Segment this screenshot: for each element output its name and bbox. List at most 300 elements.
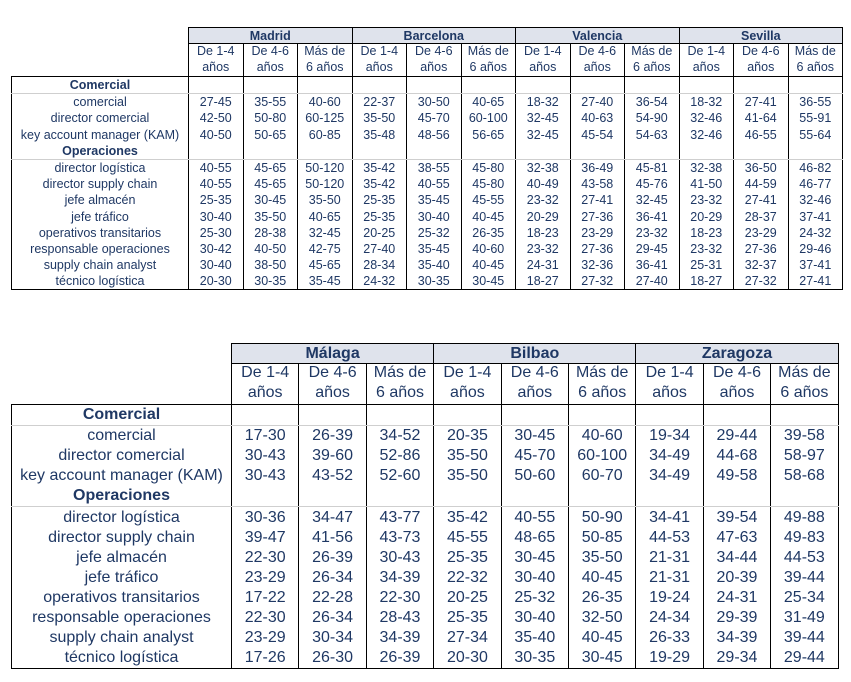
- salary-cell: [366, 486, 433, 507]
- salary-cell: 30-34: [299, 628, 366, 648]
- salary-cell: 27-36: [734, 241, 789, 257]
- years-header-cell: años: [734, 60, 789, 77]
- salary-cell: 34-39: [366, 628, 433, 648]
- salary-cell: 55-91: [788, 110, 843, 126]
- salary-cell: [568, 405, 635, 426]
- salary-cell: 20-30: [434, 648, 501, 669]
- salary-cell: 28-34: [352, 257, 407, 273]
- table-row: [12, 241, 843, 257]
- salary-cell: 48-56: [407, 127, 462, 143]
- salary-cell: 25-30: [189, 225, 244, 241]
- salary-cell: 43-77: [366, 507, 433, 528]
- group-label: Comercial: [12, 77, 189, 94]
- table-row: [12, 127, 843, 143]
- table-row: [12, 94, 843, 111]
- salary-cell: 41-50: [679, 176, 734, 192]
- role-label: jefe almacén: [12, 548, 232, 568]
- salary-cell: 40-63: [570, 110, 625, 126]
- salary-cell: 44-59: [734, 176, 789, 192]
- years-header-cell: 6 años: [788, 60, 843, 77]
- salary-cell: [434, 486, 501, 507]
- years-header-cell: años: [501, 384, 568, 405]
- salary-cell: 22-32: [434, 568, 501, 588]
- years-header-cell: 6 años: [461, 60, 516, 77]
- salary-cell: 35-50: [352, 110, 407, 126]
- role-label: director comercial: [12, 110, 189, 126]
- salary-cell: 45-54: [570, 127, 625, 143]
- salary-cell: 36-41: [625, 257, 680, 273]
- salary-cell: 58-97: [771, 446, 838, 466]
- salary-cell: [679, 77, 734, 94]
- table-row: [12, 628, 839, 648]
- salary-cell: 27-41: [734, 192, 789, 208]
- salary-cell: 40-49: [516, 176, 571, 192]
- corner-blank: [12, 60, 189, 77]
- salary-cell: [501, 486, 568, 507]
- table-row: [12, 192, 843, 208]
- salary-cell: [568, 486, 635, 507]
- salary-cell: 30-40: [501, 568, 568, 588]
- salary-cell: 20-35: [434, 426, 501, 447]
- salary-cell: 20-25: [352, 225, 407, 241]
- salary-cell: [407, 143, 462, 160]
- salary-cell: [516, 77, 571, 94]
- group-row: [12, 486, 839, 507]
- table-row: [12, 466, 839, 486]
- salary-cell: 23-29: [734, 225, 789, 241]
- salary-cell: 25-35: [352, 192, 407, 208]
- salary-cell: 45-70: [407, 110, 462, 126]
- corner-blank: [12, 384, 232, 405]
- salary-cell: 27-34: [434, 628, 501, 648]
- salary-cell: 39-44: [771, 628, 838, 648]
- corner-blank: [12, 344, 232, 364]
- years-header-cell: años: [189, 60, 244, 77]
- corner-blank: [12, 364, 232, 385]
- salary-cell: 30-43: [366, 548, 433, 568]
- salary-cell: 35-50: [434, 466, 501, 486]
- years-header-cell: Más de: [366, 364, 433, 385]
- salary-cell: [788, 143, 843, 160]
- salary-cell: 17-26: [232, 648, 299, 669]
- salary-cell: [189, 77, 244, 94]
- salary-cell: 32-38: [516, 159, 571, 176]
- salary-cell: 42-50: [189, 110, 244, 126]
- years-header-cell: 6 años: [298, 60, 353, 77]
- role-label: jefe tráfico: [12, 568, 232, 588]
- role-label: jefe tráfico: [12, 209, 189, 225]
- salary-cell: 60-100: [568, 446, 635, 466]
- salary-cell: 29-44: [771, 648, 838, 669]
- salary-cell: [189, 143, 244, 160]
- years-header-cell: De 1-4: [516, 44, 571, 61]
- years-header-cell: Más de: [298, 44, 353, 61]
- salary-cell: [232, 405, 299, 426]
- salary-cell: [703, 486, 770, 507]
- salary-cell: 36-55: [788, 94, 843, 111]
- years-header-cell: De 4-6: [570, 44, 625, 61]
- salary-cell: 29-39: [703, 608, 770, 628]
- salary-cell: 27-32: [734, 273, 789, 290]
- salary-cell: 17-22: [232, 588, 299, 608]
- table-row: [12, 528, 839, 548]
- table-row: [12, 257, 843, 273]
- salary-cell: 35-42: [352, 176, 407, 192]
- salary-cell: 54-63: [625, 127, 680, 143]
- salary-cell: 34-39: [703, 628, 770, 648]
- years-header-cell: años: [434, 384, 501, 405]
- salary-cell: 38-55: [407, 159, 462, 176]
- salary-cell: 30-43: [232, 446, 299, 466]
- salary-cell: 20-29: [516, 209, 571, 225]
- salary-cell: 34-39: [366, 568, 433, 588]
- years-header-cell: años: [232, 384, 299, 405]
- salary-cell: 30-35: [501, 648, 568, 669]
- salary-cell: 58-68: [771, 466, 838, 486]
- salary-cell: 32-45: [516, 127, 571, 143]
- salary-cell: 48-65: [501, 528, 568, 548]
- salary-cell: 40-50: [243, 241, 298, 257]
- role-label: supply chain analyst: [12, 257, 189, 273]
- table-row: [12, 648, 839, 669]
- role-label: director logística: [12, 507, 232, 528]
- table-row: [12, 426, 839, 447]
- salary-cell: 50-90: [568, 507, 635, 528]
- salary-cell: 42-75: [298, 241, 353, 257]
- salary-cell: 54-90: [625, 110, 680, 126]
- salary-cell: 26-34: [299, 608, 366, 628]
- salary-cell: 50-120: [298, 176, 353, 192]
- salary-cell: 27-36: [570, 241, 625, 257]
- salary-cell: 30-42: [189, 241, 244, 257]
- years-header-cell: años: [243, 60, 298, 77]
- salary-cell: 52-60: [366, 466, 433, 486]
- salary-cell: 32-45: [625, 192, 680, 208]
- salary-cell: 34-49: [636, 466, 703, 486]
- salary-cell: [501, 405, 568, 426]
- table-row: [12, 159, 843, 176]
- salary-cell: 50-80: [243, 110, 298, 126]
- salary-cell: 28-37: [734, 209, 789, 225]
- years-header-cell: 6 años: [366, 384, 433, 405]
- table-row: [12, 446, 839, 466]
- salary-cell: 46-77: [788, 176, 843, 192]
- salary-cell: 30-40: [189, 257, 244, 273]
- salary-cell: 23-29: [232, 568, 299, 588]
- salary-cell: 40-65: [461, 94, 516, 111]
- salary-cell: 23-32: [516, 241, 571, 257]
- role-label: director supply chain: [12, 528, 232, 548]
- table-row: [12, 110, 843, 126]
- salary-cell: 22-28: [299, 588, 366, 608]
- salary-cell: 19-24: [636, 588, 703, 608]
- years-header-cell: Más de: [788, 44, 843, 61]
- city-header: Málaga: [232, 344, 434, 364]
- salary-cell: [232, 486, 299, 507]
- salary-cell: 40-65: [298, 209, 353, 225]
- role-label: director comercial: [12, 446, 232, 466]
- salary-cell: [636, 405, 703, 426]
- salary-cell: 23-32: [679, 192, 734, 208]
- salary-cell: [636, 486, 703, 507]
- salary-cell: 27-40: [625, 273, 680, 290]
- years-header-cell: De 4-6: [243, 44, 298, 61]
- salary-cell: 35-40: [407, 257, 462, 273]
- salary-cell: 49-88: [771, 507, 838, 528]
- years-header-cell: 6 años: [568, 384, 635, 405]
- salary-cell: 50-65: [243, 127, 298, 143]
- salary-cell: 27-36: [570, 209, 625, 225]
- salary-cell: 31-49: [771, 608, 838, 628]
- role-label: responsable operaciones: [12, 608, 232, 628]
- salary-cell: 32-37: [734, 257, 789, 273]
- salary-cell: [299, 486, 366, 507]
- salary-cell: 25-32: [501, 588, 568, 608]
- salary-cell: 29-46: [788, 241, 843, 257]
- salary-table-1: [11, 27, 843, 290]
- role-label: operativos transitarios: [12, 225, 189, 241]
- salary-cell: 20-30: [189, 273, 244, 290]
- role-label: responsable operaciones: [12, 241, 189, 257]
- role-label: técnico logística: [12, 273, 189, 290]
- salary-cell: 45-55: [434, 528, 501, 548]
- years-header-cell: años: [703, 384, 770, 405]
- salary-cell: 40-55: [407, 176, 462, 192]
- salary-cell: 30-45: [568, 648, 635, 669]
- role-label: técnico logística: [12, 648, 232, 669]
- salary-cell: [771, 486, 838, 507]
- salary-cell: 32-36: [570, 257, 625, 273]
- salary-cell: 45-80: [461, 159, 516, 176]
- salary-cell: 39-58: [771, 426, 838, 447]
- salary-cell: 22-30: [366, 588, 433, 608]
- salary-cell: 36-41: [625, 209, 680, 225]
- salary-cell: 25-31: [679, 257, 734, 273]
- salary-cell: 49-83: [771, 528, 838, 548]
- salary-cell: 27-41: [734, 94, 789, 111]
- salary-cell: 45-76: [625, 176, 680, 192]
- salary-cell: 30-36: [232, 507, 299, 528]
- salary-cell: 26-35: [568, 588, 635, 608]
- salary-cell: 49-58: [703, 466, 770, 486]
- salary-cell: 20-39: [703, 568, 770, 588]
- salary-cell: 43-52: [299, 466, 366, 486]
- city-header-row: [12, 344, 839, 364]
- salary-cell: 30-45: [501, 426, 568, 447]
- city-header: Madrid: [189, 28, 353, 44]
- city-header: Bilbao: [434, 344, 636, 364]
- salary-cell: 45-70: [501, 446, 568, 466]
- salary-cell: 23-29: [570, 225, 625, 241]
- years-header-cell: De 1-4: [636, 364, 703, 385]
- salary-cell: 23-32: [625, 225, 680, 241]
- salary-cell: 50-85: [568, 528, 635, 548]
- salary-cell: 20-29: [679, 209, 734, 225]
- years-header-cell: De 1-4: [189, 44, 244, 61]
- salary-cell: 32-46: [788, 192, 843, 208]
- years-header-cell: Más de: [461, 44, 516, 61]
- years-header-cell: años: [570, 60, 625, 77]
- salary-cell: 32-46: [679, 127, 734, 143]
- salary-cell: 26-39: [299, 426, 366, 447]
- salary-cell: 41-56: [299, 528, 366, 548]
- salary-cell: 45-65: [298, 257, 353, 273]
- salary-cell: 35-50: [243, 209, 298, 225]
- salary-cell: 40-60: [568, 426, 635, 447]
- salary-cell: 41-64: [734, 110, 789, 126]
- salary-cell: 23-32: [679, 241, 734, 257]
- salary-cell: 44-68: [703, 446, 770, 466]
- salary-cell: 32-46: [679, 110, 734, 126]
- salary-cell: 30-45: [243, 192, 298, 208]
- salary-cell: 21-31: [636, 568, 703, 588]
- salary-cell: 45-81: [625, 159, 680, 176]
- salary-cell: 30-35: [243, 273, 298, 290]
- salary-cell: 30-43: [232, 466, 299, 486]
- salary-cell: [788, 77, 843, 94]
- salary-table-2: [11, 343, 839, 669]
- salary-cell: 46-55: [734, 127, 789, 143]
- salary-cell: 24-32: [788, 225, 843, 241]
- salary-cell: [298, 77, 353, 94]
- salary-cell: 40-50: [189, 127, 244, 143]
- salary-cell: [243, 77, 298, 94]
- salary-cell: 35-50: [298, 192, 353, 208]
- group-label: Operaciones: [12, 486, 232, 507]
- salary-cell: 27-40: [570, 94, 625, 111]
- salary-cell: 29-34: [703, 648, 770, 669]
- salary-cell: [570, 143, 625, 160]
- salary-cell: [734, 77, 789, 94]
- salary-cell: 46-82: [788, 159, 843, 176]
- table-row: [12, 608, 839, 628]
- salary-cell: 18-32: [516, 94, 571, 111]
- salary-cell: 34-41: [636, 507, 703, 528]
- salary-cell: 36-54: [625, 94, 680, 111]
- salary-cell: 40-60: [298, 94, 353, 111]
- salary-cell: 40-55: [189, 159, 244, 176]
- salary-cell: 40-60: [461, 241, 516, 257]
- salary-cell: 25-35: [352, 209, 407, 225]
- salary-cell: 39-60: [299, 446, 366, 466]
- salary-cell: 60-70: [568, 466, 635, 486]
- salary-cell: 43-73: [366, 528, 433, 548]
- group-label: Operaciones: [12, 143, 189, 160]
- salary-cell: 24-31: [516, 257, 571, 273]
- salary-cell: 45-65: [243, 176, 298, 192]
- salary-cell: 28-43: [366, 608, 433, 628]
- salary-cell: 35-55: [243, 94, 298, 111]
- salary-cell: 60-100: [461, 110, 516, 126]
- salary-cell: 26-30: [299, 648, 366, 669]
- salary-cell: 34-47: [299, 507, 366, 528]
- salary-cell: [366, 405, 433, 426]
- salary-cell: 30-40: [407, 209, 462, 225]
- salary-cell: [625, 77, 680, 94]
- salary-cell: 28-38: [243, 225, 298, 241]
- salary-cell: 43-58: [570, 176, 625, 192]
- salary-cell: 50-60: [501, 466, 568, 486]
- years-header-row: [12, 364, 839, 385]
- salary-cell: 22-30: [232, 608, 299, 628]
- salary-cell: 40-55: [189, 176, 244, 192]
- role-label: operativos transitarios: [12, 588, 232, 608]
- salary-cell: 30-40: [189, 209, 244, 225]
- years-header-cell: Más de: [625, 44, 680, 61]
- years-header-cell: De 4-6: [501, 364, 568, 385]
- salary-cell: 17-30: [232, 426, 299, 447]
- salary-cell: 18-27: [679, 273, 734, 290]
- salary-cell: 37-41: [788, 209, 843, 225]
- salary-cell: 32-45: [516, 110, 571, 126]
- salary-cell: 30-45: [461, 273, 516, 290]
- salary-cell: [734, 143, 789, 160]
- salary-cell: [461, 77, 516, 94]
- salary-cell: 39-47: [232, 528, 299, 548]
- city-header: Barcelona: [352, 28, 516, 44]
- group-label: Comercial: [12, 405, 232, 426]
- salary-cell: 26-35: [461, 225, 516, 241]
- years-header-cell: años: [352, 60, 407, 77]
- salary-cell: [352, 77, 407, 94]
- salary-cell: 35-45: [298, 273, 353, 290]
- salary-cell: [703, 405, 770, 426]
- salary-cell: 45-80: [461, 176, 516, 192]
- salary-cell: 25-35: [434, 608, 501, 628]
- salary-cell: 25-34: [771, 588, 838, 608]
- salary-cell: 35-45: [407, 192, 462, 208]
- salary-cell: 27-41: [788, 273, 843, 290]
- salary-cell: 35-45: [407, 241, 462, 257]
- salary-cell: 40-45: [568, 628, 635, 648]
- table-row: [12, 588, 839, 608]
- salary-cell: 39-44: [771, 568, 838, 588]
- salary-cell: 24-34: [636, 608, 703, 628]
- years-header-row: [12, 60, 843, 77]
- salary-cell: 19-29: [636, 648, 703, 669]
- salary-cell: 35-42: [352, 159, 407, 176]
- salary-cell: 27-40: [352, 241, 407, 257]
- years-header-cell: De 1-4: [352, 44, 407, 61]
- salary-cell: 45-55: [461, 192, 516, 208]
- salary-cell: [679, 143, 734, 160]
- years-header-cell: 6 años: [625, 60, 680, 77]
- salary-cell: 34-49: [636, 446, 703, 466]
- salary-cell: 35-40: [501, 628, 568, 648]
- salary-cell: [516, 143, 571, 160]
- salary-cell: 23-32: [516, 192, 571, 208]
- salary-cell: 36-49: [570, 159, 625, 176]
- salary-cell: 60-125: [298, 110, 353, 126]
- salary-cell: 55-64: [788, 127, 843, 143]
- years-header-cell: De 4-6: [703, 364, 770, 385]
- salary-cell: 40-55: [501, 507, 568, 528]
- salary-cell: 27-32: [570, 273, 625, 290]
- salary-cell: 40-45: [568, 568, 635, 588]
- salary-cell: 22-37: [352, 94, 407, 111]
- salary-cell: [461, 143, 516, 160]
- salary-cell: 30-35: [407, 273, 462, 290]
- salary-cell: 30-45: [501, 548, 568, 568]
- group-row: [12, 143, 843, 160]
- years-header-cell: años: [516, 60, 571, 77]
- salary-cell: [352, 143, 407, 160]
- salary-cell: 34-52: [366, 426, 433, 447]
- salary-cell: 50-120: [298, 159, 353, 176]
- group-row: [12, 405, 839, 426]
- salary-cell: 35-50: [568, 548, 635, 568]
- salary-cell: [570, 77, 625, 94]
